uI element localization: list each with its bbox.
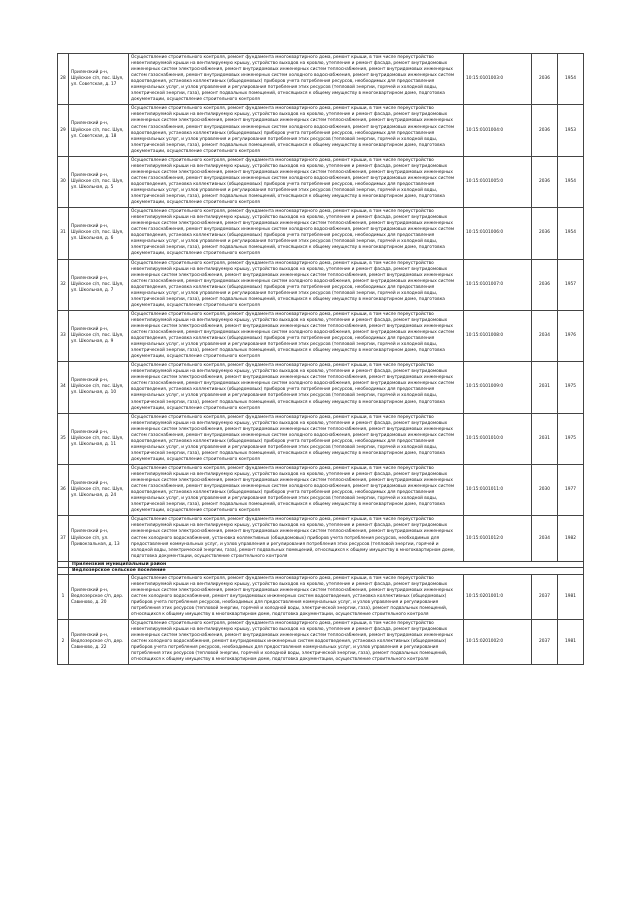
row-build-year: 1982 (558, 516, 584, 561)
row-repair-year: 2031 (532, 413, 558, 464)
district-heading: Прилензкий муниципальный район (69, 561, 584, 567)
row-works-description: Осуществление строительного контроля, ремонт фундамента многоквартирного дома, ремонт крыши, в том числе переустройство невентилируемой крыши на вентилируемую крышу, устройство выходов на кровлю, утепление и ремонт фасада, ремонт внутридомовых инженерных систем электроснабжения, ремонт внутридомовых инженерных систем теплоснабжения, ремонт внутридомовых инженерных систем газоснабжения, ремонт внутридомовых инженерных систем холодного водоснабжения, ремонт внутридомовых инженерных систем водоотведения, установка коллективных (общедомовых) приборов учета потребления ресурсов, необходимых для предоставления коммунальных услуг, и узлов управления и регулирования потребления этих ресурсов (тепловой энергии, горячей и холодной воды, электрической энергии, газа), ремонт подвальных помещений, относящихся к общему имуществу в многоквартирном доме, подготовка документации, осуществление строительного контроля (129, 105, 464, 156)
row-build-year: 1953 (558, 105, 584, 156)
row-cadastral-number: 10:15:0101008:0 (464, 310, 532, 361)
row-cadastral-number: 10:15:0101012:0 (464, 516, 532, 561)
row-cadastral-number: 10:15:0101009:0 (464, 362, 532, 413)
table-body-municipality-a (58, 54, 584, 562)
capital-repair-table (57, 53, 584, 665)
row-address: Прилензкий р-н, Шуйское с/п, пос. Шуя, ул. Школьная, д. 9 (69, 310, 129, 361)
row-repair-year: 2036 (532, 208, 558, 259)
row-works-description: Осуществление строительного контроля, ремонт фундамента многоквартирного дома, ремонт крыши, в том числе переустройство невентилируемой крыши на вентилируемую крышу, устройство выходов на кровлю, утепление и ремонт фасада, ремонт внутридомовых инженерных систем электроснабжения, ремонт внутридомовых инженерных систем теплоснабжения, ремонт внутридомовых инженерных систем газоснабжения, ремонт внутридомовых инженерных систем холодного водоснабжения, ремонт внутридомовых инженерных систем водоотведения, установка коллективных (общедомовых) приборов учета потребления ресурсов, необходимых для предоставления коммунальных услуг, и узлов управления и регулирования потребления этих ресурсов (тепловой энергии, горячей и холодной воды, электрической энергии, газа), ремонт подвальных помещений, относящихся к общему имуществу в многоквартирном доме, подготовка документации, осуществление строительного контроля (129, 310, 464, 361)
row-works-description: Осуществление строительного контроля, ремонт фундамента многоквартирного дома, ремонт крыши, в том числе переустройство невентилируемой крыши на вентилируемую крышу, устройство выходов на кровлю, утепление и ремонт фасада, ремонт внутридомовых инженерных систем электроснабжения, ремонт внутридомовых инженерных систем теплоснабжения, ремонт внутридомовых инженерных систем газоснабжения, ремонт внутридомовых инженерных систем холодного водоснабжения, ремонт внутридомовых инженерных систем водоотведения, установка коллективных (общедомовых) приборов учета потребления ресурсов, необходимых для предоставления коммунальных услуг, и узлов управления и регулирования потребления этих ресурсов (тепловой энергии, горячей и холодной воды, электрической энергии, газа), ремонт подвальных помещений, относящихся к общему имуществу в многоквартирном доме, подготовка документации, осуществление строительного контроля (129, 54, 464, 105)
row-repair-year: 2036 (532, 105, 558, 156)
row-address: Прилензкий р-н, Ведлозерское с/п, дер. Савиново, д. 22 (69, 619, 129, 664)
row-address: Прилензкий р-н, Шуйское с/п, пос. Шуя, ул. Школьная, д. 5 (69, 156, 129, 207)
row-number: 35 (58, 413, 69, 464)
row-repair-year: 2036 (532, 156, 558, 207)
row-repair-year: 2037 (532, 574, 558, 619)
row-address: Прилензкий р-н, Шуйское с/п, пос. Шуя, ул. Школьная, д. 24 (69, 465, 129, 516)
row-address: Прилензкий р-н, Шуйское с/п, пос. Шуя, ул. Советская, д. 17 (69, 54, 129, 105)
document-page (57, 53, 583, 665)
row-build-year: 1954 (558, 208, 584, 259)
row-address: Прилензкий р-н, Шуйское с/п, пос. Шуя, ул. Школьная, д. 10 (69, 362, 129, 413)
row-number: 34 (58, 362, 69, 413)
row-cadastral-number: 10:15:0101003:0 (464, 54, 532, 105)
row-cadastral-number: 10:15:0101006:0 (464, 208, 532, 259)
table-row (58, 465, 584, 516)
row-repair-year: 2034 (532, 516, 558, 561)
row-build-year: 1975 (558, 413, 584, 464)
row-build-year: 1975 (558, 362, 584, 413)
row-address: Прилензкий р-н, Ведлозерское с/п, дер. Савиново, д. 20 (69, 574, 129, 619)
row-works-description: Осуществление строительного контроля, ремонт фундамента многоквартирного дома, ремонт крыши, в том числе переустройство невентилируемой крыши на вентилируемую крышу, устройство выходов на кровлю, утепление и ремонт фасада, ремонт внутридомовых инженерных систем электроснабжения, ремонт внутридомовых инженерных систем теплоснабжения, ремонт внутридомовых инженерных систем газоснабжения, ремонт внутридомовых инженерных систем холодного водоснабжения, ремонт внутридомовых инженерных систем водоотведения, установка коллективных (общедомовых) приборов учета потребления ресурсов, необходимых для предоставления коммунальных услуг, и узлов управления и регулирования потребления этих ресурсов (тепловой энергии, горячей и холодной воды, электрической энергии, газа), ремонт подвальных помещений, относящихся к общему имуществу в многоквартирном доме, подготовка документации, осуществление строительного контроля (129, 413, 464, 464)
row-number: 37 (58, 516, 69, 561)
row-number: 2 (58, 619, 69, 664)
row-number: 32 (58, 259, 69, 310)
row-repair-year: 2037 (532, 619, 558, 664)
row-repair-year: 2030 (532, 465, 558, 516)
row-cadastral-number: 10:15:0101010:0 (464, 413, 532, 464)
table-row (58, 259, 584, 310)
row-number: 1 (58, 574, 69, 619)
table-row (58, 619, 584, 664)
settlement-heading: Ведлозерское сельское поселение (69, 568, 584, 574)
row-cadastral-number: 10:15:0101007:0 (464, 259, 532, 310)
table-row (58, 413, 584, 464)
row-works-description: Осуществление строительного контроля, ремонт фундамента многоквартирного дома, ремонт крыши, в том числе переустройство невентилируемой крыши на вентилируемую крышу, устройство выходов на кровлю, утепление и ремонт фасада, ремонт внутридомовых инженерных систем электроснабжения, ремонт внутридомовых инженерных систем теплоснабжения, ремонт внутридомовых инженерных систем газоснабжения, ремонт внутридомовых инженерных систем холодного водоснабжения, ремонт внутридомовых инженерных систем водоотведения, установка коллективных (общедомовых) приборов учета потребления ресурсов, необходимых для предоставления коммунальных услуг, и узлов управления и регулирования потребления этих ресурсов (тепловой энергии, горячей и холодной воды, электрической энергии, газа), ремонт подвальных помещений, относящихся к общему имуществу в многоквартирном доме, подготовка документации, осуществление строительного контроля (129, 208, 464, 259)
row-number: 28 (58, 54, 69, 105)
table-row (58, 574, 584, 619)
row-build-year: 1954 (558, 156, 584, 207)
row-address: Прилензкий р-н, Шуйское с/п, пос. Шуя, ул. Школьная, д. 7 (69, 259, 129, 310)
row-build-year: 1977 (558, 465, 584, 516)
row-build-year: 1981 (558, 619, 584, 664)
row-build-year: 1981 (558, 574, 584, 619)
row-works-description: Осуществление строительного контроля, ремонт фундамента многоквартирного дома, ремонт крыши, в том числе переустройство невентилируемой крыши на вентилируемую крышу, устройство выходов на кровлю, утепление и ремонт фасада, ремонт внутридомовых инженерных систем электроснабжения, ремонт внутридомовых инженерных систем теплоснабжения, ремонт внутридомовых инженерных систем газоснабжения, ремонт внутридомовых инженерных систем холодного водоснабжения, ремонт внутридомовых инженерных систем водоотведения, установка коллективных (общедомовых) приборов учета потребления ресурсов, необходимых для предоставления коммунальных услуг, и узлов управления и регулирования потребления этих ресурсов (тепловой энергии, горячей и холодной воды, электрической энергии, газа), ремонт подвальных помещений, относящихся к общему имуществу в многоквартирном доме, подготовка документации, осуществление строительного контроля (129, 156, 464, 207)
row-works-description: Осуществление строительного контроля, ремонт фундамента многоквартирного дома, ремонт крыши, в том числе переустройство невентилируемой крыши на вентилируемую крышу, устройство выходов на кровлю, утепление и ремонт фасада, ремонт внутридомовых инженерных систем электроснабжения, ремонт внутридомовых инженерных систем теплоснабжения, ремонт внутридомовых инженерных систем газоснабжения, ремонт внутридомовых инженерных систем холодного водоснабжения, ремонт внутридомовых инженерных систем водоотведения, установка коллективных (общедомовых) приборов учета потребления ресурсов, необходимых для предоставления коммунальных услуг, и узлов управления и регулирования потребления этих ресурсов (тепловой энергии, горячей и холодной воды, электрической энергии, газа), ремонт подвальных помещений, относящихся к общему имуществу в многоквартирном доме, подготовка документации, осуществление строительного контроля (129, 465, 464, 516)
row-cadastral-number: 10:15:0201002:0 (464, 619, 532, 664)
row-number: 29 (58, 105, 69, 156)
row-number: 31 (58, 208, 69, 259)
row-works-description: Осуществление строительного контроля, ремонт фундамента многоквартирного дома, ремонт крыши, в том числе переустройство невентилируемой крыши на вентилируемую крышу, устройство выходов на кровлю, утепление и ремонт фасада, ремонт внутридомовых инженерных систем электроснабжения, ремонт внутридомовых инженерных систем теплоснабжения, ремонт внутридомовых инженерных систем холодного водоснабжения, установка коллективных (общедомовых) приборов учета потребления ресурсов, необходимых для предоставления коммунальных услуг, и узлов управления и регулирования потребления этих ресурсов (тепловой энергии, горячей и холодной воды, электрической энергии, газа), ремонт подвальных помещений, относящихся к общему имуществу в многоквартирном доме, подготовка документации, осуществление строительного контроля (129, 516, 464, 561)
table-row (58, 208, 584, 259)
row-works-description: Осуществление строительного контроля, ремонт фундамента многоквартирного дома, ремонт крыши, в том числе переустройство невентилируемой крыши на вентилируемую крышу, устройство выходов на кровлю, утепление и ремонт фасада, ремонт внутридомовых инженерных систем электроснабжения, ремонт внутридомовых инженерных систем теплоснабжения, ремонт внутридомовых инженерных систем холодного водоснабжения, ремонт внутридомовых инженерных систем водоотведения, установка коллективных (общедомовых) приборов учета потребления ресурсов, необходимых для предоставления коммунальных услуг, и узлов управления и регулирования потребления этих ресурсов (тепловой энергии, горячей и холодной воды, электрической энергии, газа), ремонт подвальных помещений, относящихся к общему имуществу в многоквартирном доме, подготовка документации, осуществление строительного контроля (129, 574, 464, 619)
row-cadastral-number: 10:15:0101004:0 (464, 105, 532, 156)
row-works-description: Осуществление строительного контроля, ремонт фундамента многоквартирного дома, ремонт крыши, в том числе переустройство невентилируемой крыши на вентилируемую крышу, устройство выходов на кровлю, утепление и ремонт фасада, ремонт внутридомовых инженерных систем электроснабжения, ремонт внутридомовых инженерных систем теплоснабжения, ремонт внутридомовых инженерных систем газоснабжения, ремонт внутридомовых инженерных систем холодного водоснабжения, ремонт внутридомовых инженерных систем водоотведения, установка коллективных (общедомовых) приборов учета потребления ресурсов, необходимых для предоставления коммунальных услуг, и узлов управления и регулирования потребления этих ресурсов (тепловой энергии, горячей и холодной воды, электрической энергии, газа), ремонт подвальных помещений, относящихся к общему имуществу в многоквартирном доме, подготовка документации, осуществление строительного контроля (129, 259, 464, 310)
table-row (58, 362, 584, 413)
row-repair-year: 2036 (532, 54, 558, 105)
row-number: 36 (58, 465, 69, 516)
section-headers (58, 561, 584, 574)
table-row (58, 54, 584, 105)
row-works-description: Осуществление строительного контроля, ремонт фундамента многоквартирного дома, ремонт крыши, в том числе переустройство невентилируемой крыши на вентилируемую крышу, устройство выходов на кровлю, утепление и ремонт фасада, ремонт внутридомовых инженерных систем электроснабжения, ремонт внутридомовых инженерных систем теплоснабжения, ремонт внутридомовых инженерных систем газоснабжения, ремонт внутридомовых инженерных систем холодного водоснабжения, ремонт внутридомовых инженерных систем водоотведения, установка коллективных (общедомовых) приборов учета потребления ресурсов, необходимых для предоставления коммунальных услуг, и узлов управления и регулирования потребления этих ресурсов (тепловой энергии, горячей и холодной воды, электрической энергии, газа), ремонт подвальных помещений, относящихся к общему имуществу в многоквартирном доме, подготовка документации, осуществление строительного контроля (129, 362, 464, 413)
row-repair-year: 2031 (532, 362, 558, 413)
row-cadastral-number: 10:15:0101011:0 (464, 465, 532, 516)
table-row (58, 310, 584, 361)
row-build-year: 1957 (558, 259, 584, 310)
row-number: 33 (58, 310, 69, 361)
table-row (58, 156, 584, 207)
table-row (58, 516, 584, 561)
table-body-settlement-b (58, 574, 584, 665)
row-works-description: Осуществление строительного контроля, ремонт фундамента многоквартирного дома, ремонт крыши, в том числе переустройство невентилируемой крыши на вентилируемую крышу, устройство выходов на кровлю, утепление и ремонт фасада, ремонт внутридомовых инженерных систем электроснабжения, ремонт внутридомовых инженерных систем теплоснабжения, ремонт внутридомовых инженерных систем холодного водоснабжения, ремонт внутридомовых инженерных систем водоотведения, установка коллективных (общедомовых) приборов учета потребления ресурсов, необходимых для предоставления коммунальных услуг, и узлов управления и регулирования потребления этих ресурсов (тепловой энергии, горячей и холодной воды, электрической энергии, газа), ремонт подвальных помещений, относящихся к общему имуществу в многоквартирном доме, подготовка документации, осуществление строительного контроля (129, 619, 464, 664)
table-row (58, 105, 584, 156)
row-number: 30 (58, 156, 69, 207)
row-address: Прилензкий р-н, Шуйское с/п, ул. Привокзальная, д. 13 (69, 516, 129, 561)
row-address: Прилензкий р-н, Шуйское с/п, пос. Шуя, ул. Советская, д. 18 (69, 105, 129, 156)
row-address: Прилензкий р-н, Шуйское с/п, пос. Шуя, ул. Школьная, д. 11 (69, 413, 129, 464)
row-repair-year: 2034 (532, 310, 558, 361)
row-build-year: 1954 (558, 54, 584, 105)
row-repair-year: 2036 (532, 259, 558, 310)
row-address: Прилензкий р-н, Шуйское с/п, пос. Шуя, ул. Школьная, д. 6 (69, 208, 129, 259)
row-cadastral-number: 10:15:0101005:0 (464, 156, 532, 207)
row-cadastral-number: 10:15:0201001:0 (464, 574, 532, 619)
row-build-year: 1976 (558, 310, 584, 361)
